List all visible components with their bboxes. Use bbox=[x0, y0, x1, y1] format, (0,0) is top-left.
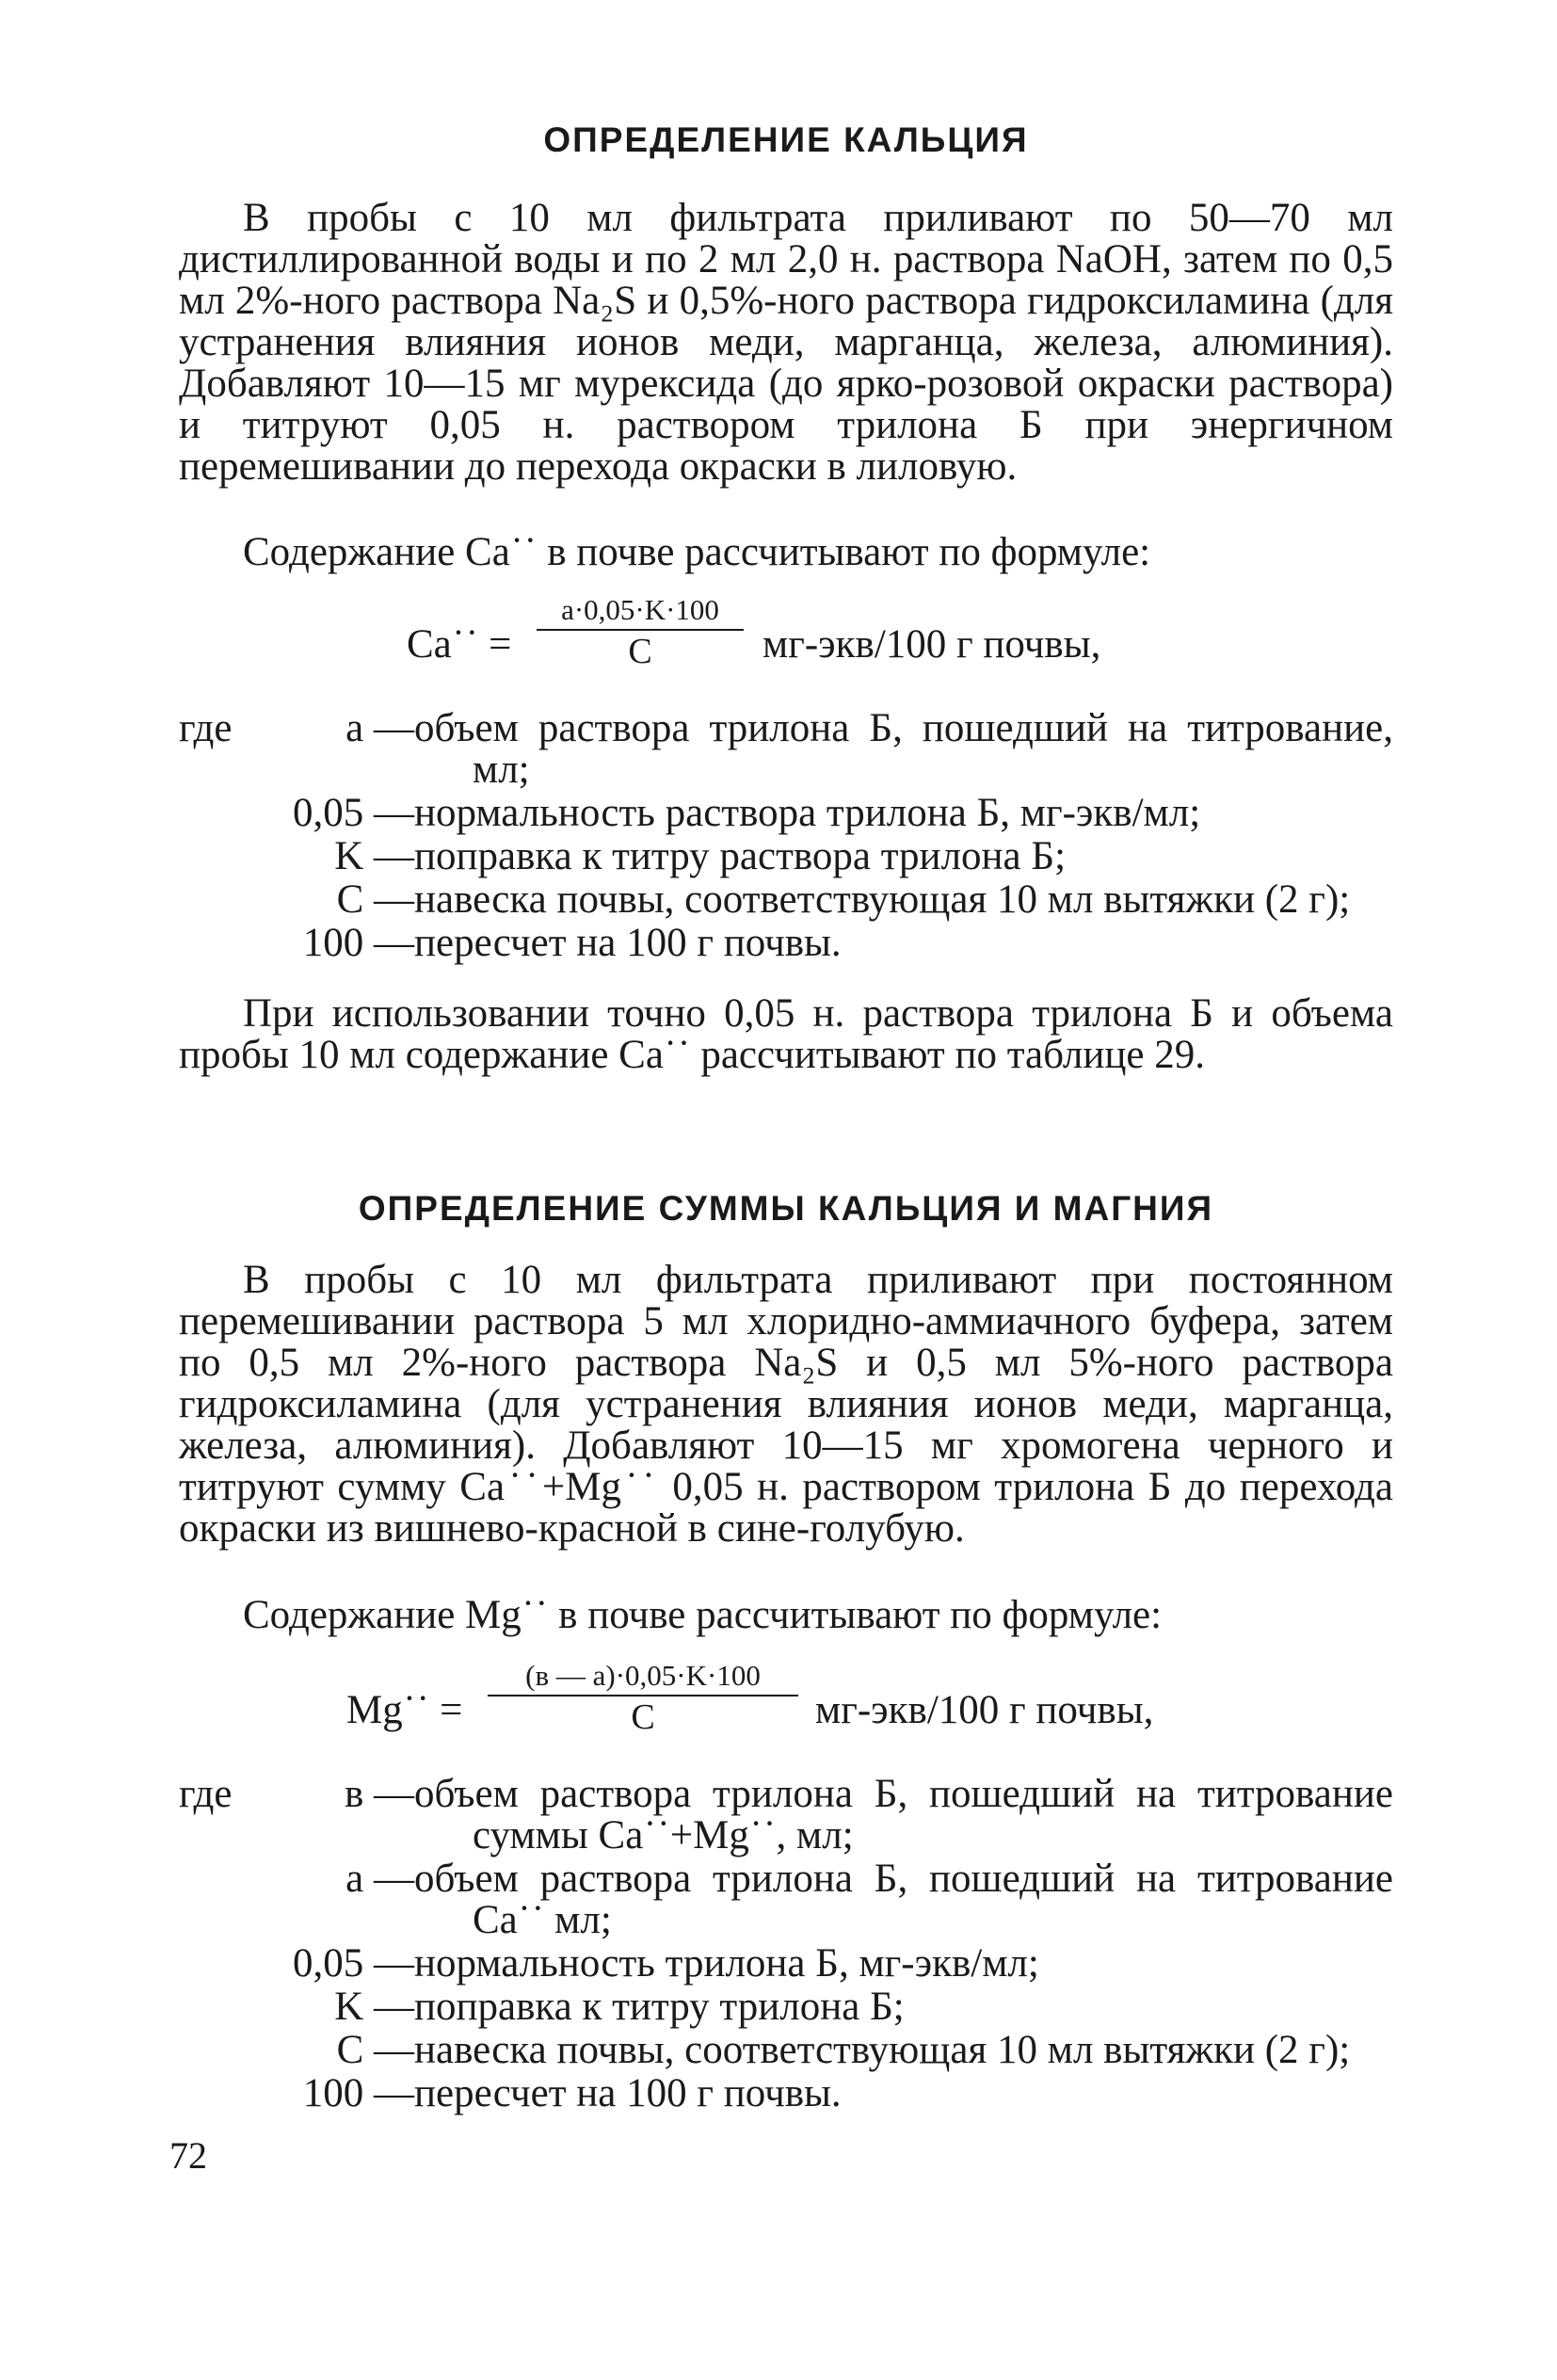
legend-row bbox=[179, 879, 1393, 921]
formula-lhs: Ca˙˙ = bbox=[407, 622, 512, 667]
formula-denominator: C bbox=[631, 1697, 655, 1737]
legend-symbol: a — bbox=[345, 1857, 414, 1901]
legend-row bbox=[179, 836, 1393, 877]
legend-symbol: a — bbox=[345, 706, 414, 750]
formula-units: мг-экв/100 г почвы, bbox=[815, 1688, 1154, 1732]
legend-row bbox=[179, 1943, 1393, 1985]
legend-text: нормальность раствора трилона Б, мг-экв/мл; bbox=[414, 791, 1201, 835]
legend-where-word: где bbox=[179, 1772, 233, 1816]
formula-numerator: a·0,05·K·100 bbox=[561, 593, 719, 626]
legend-text: навеска почвы, соответствующая 10 мл вытяжки (2 г); bbox=[414, 877, 1351, 922]
legend-symbol: 0,05 — bbox=[293, 791, 414, 835]
legend-symbol: в — bbox=[344, 1772, 414, 1816]
legend-text: объем раствора трилона Б, пошедший на титрование Ca˙˙ мл; bbox=[414, 1857, 1393, 1942]
legend-text: объем раствора трилона Б, пошедший на титрование суммы Ca˙˙+Mg˙˙, мл; bbox=[414, 1772, 1393, 1857]
formula-intro-magnesium: Содержание Mg˙˙ в почве рассчитывают по формуле: bbox=[243, 1593, 1163, 1637]
legend-symbol: 100 — bbox=[302, 921, 414, 965]
formula-magnesium bbox=[346, 1659, 1250, 1753]
paragraph-calcium-table-note: При использовании точно 0,05 н. раствора трилона Б и объема пробы 10 мл содержание Ca˙˙ рассчитывают по таблице 29. bbox=[179, 991, 1393, 1077]
legend-symbol: 0,05 — bbox=[293, 1941, 414, 1986]
legend-text: объем раствора трилона Б, пошедший на титрование, мл; bbox=[414, 706, 1393, 792]
formula-fraction bbox=[488, 1659, 798, 1736]
fraction-bar bbox=[537, 629, 744, 631]
legend-row bbox=[179, 1858, 1393, 1941]
fraction-bar bbox=[488, 1695, 798, 1697]
legend-symbol: C — bbox=[336, 877, 414, 922]
legend-row bbox=[179, 2030, 1393, 2071]
legend-text: нормальность трилона Б, мг-экв/мл; bbox=[414, 1941, 1039, 1986]
legend-text: пересчет на 100 г почвы. bbox=[414, 921, 842, 965]
legend-text: поправка к титру трилона Б; bbox=[414, 1985, 905, 2029]
legend-row bbox=[179, 1986, 1393, 2028]
formula-denominator: C bbox=[628, 632, 652, 671]
page-number: 72 bbox=[169, 2134, 207, 2177]
legend-where-word: где bbox=[179, 706, 233, 750]
legend-text: навеска почвы, соответствующая 10 мл вытяжки (2 г); bbox=[414, 2028, 1351, 2072]
legend-row bbox=[179, 1774, 1393, 1857]
legend-symbol: 100 — bbox=[302, 2071, 414, 2115]
legend-row bbox=[179, 708, 1393, 791]
formula-fraction bbox=[537, 593, 744, 670]
formula-calcium bbox=[407, 593, 1254, 687]
legend-text: поправка к титру раствора трилона Б; bbox=[414, 834, 1067, 878]
formula-lhs: Mg˙˙ = bbox=[346, 1688, 463, 1732]
formula-intro-calcium: Содержание Ca˙˙ в почве рассчитывают по формуле: bbox=[243, 530, 1151, 574]
paragraph-calcium-procedure: В пробы с 10 мл фильтрата приливают по 50—70 мл дистиллированной воды и по 2 мл 2,0 н. раствора NaOH, затем по 0,5 мл 2%-ного раствора Na₂S и 0,5%-ного раствора гидроксиламина (для устранения влияния ионов меди, марганца, железа, алюминия). Добавляют 10—15 мг мурексида (до ярко-розовой окраски раствора) и титруют 0,05 н. раствором трилона Б при энергичном перемешивании до перехода окраски в лиловую. bbox=[179, 196, 1393, 489]
legend-row bbox=[179, 923, 1393, 964]
formula-units: мг-экв/100 г почвы, bbox=[762, 622, 1101, 667]
paragraph-calcium-magnesium-procedure: В пробы с 10 мл фильтрата приливают при постоянном перемешивании раствора 5 мл хлоридно-аммиачного буфера, затем по 0,5 мл 2%-ного раствора Na₂S и 0,5 мл 5%-ного раствора гидроксиламина (для устранения влияния ионов меди, марганца, железа, алюминия). Добавляют 10—15 мг хромогена черного и титруют сумму Ca˙˙+Mg˙˙ 0,05 н. раствором трилона Б до перехода окраски из вишнево-красной в сине-голубую. bbox=[179, 1258, 1393, 1551]
legend-calcium bbox=[179, 708, 1393, 966]
legend-row bbox=[179, 2073, 1393, 2115]
legend-symbol: K — bbox=[334, 834, 414, 878]
legend-magnesium bbox=[179, 1774, 1393, 2116]
legend-symbol: K — bbox=[334, 1985, 414, 2029]
section-heading-calcium-magnesium: ОПРЕДЕЛЕНИЕ СУММЫ КАЛЬЦИЯ И МАГНИЯ bbox=[358, 1189, 1214, 1228]
legend-text: пересчет на 100 г почвы. bbox=[414, 2071, 842, 2115]
legend-symbol: C — bbox=[336, 2028, 414, 2072]
legend-row bbox=[179, 793, 1393, 834]
section-heading-calcium: ОПРЕДЕЛЕНИЕ КАЛЬЦИЯ bbox=[543, 121, 1029, 159]
formula-numerator: (в — a)·0,05·K·100 bbox=[525, 1659, 761, 1692]
